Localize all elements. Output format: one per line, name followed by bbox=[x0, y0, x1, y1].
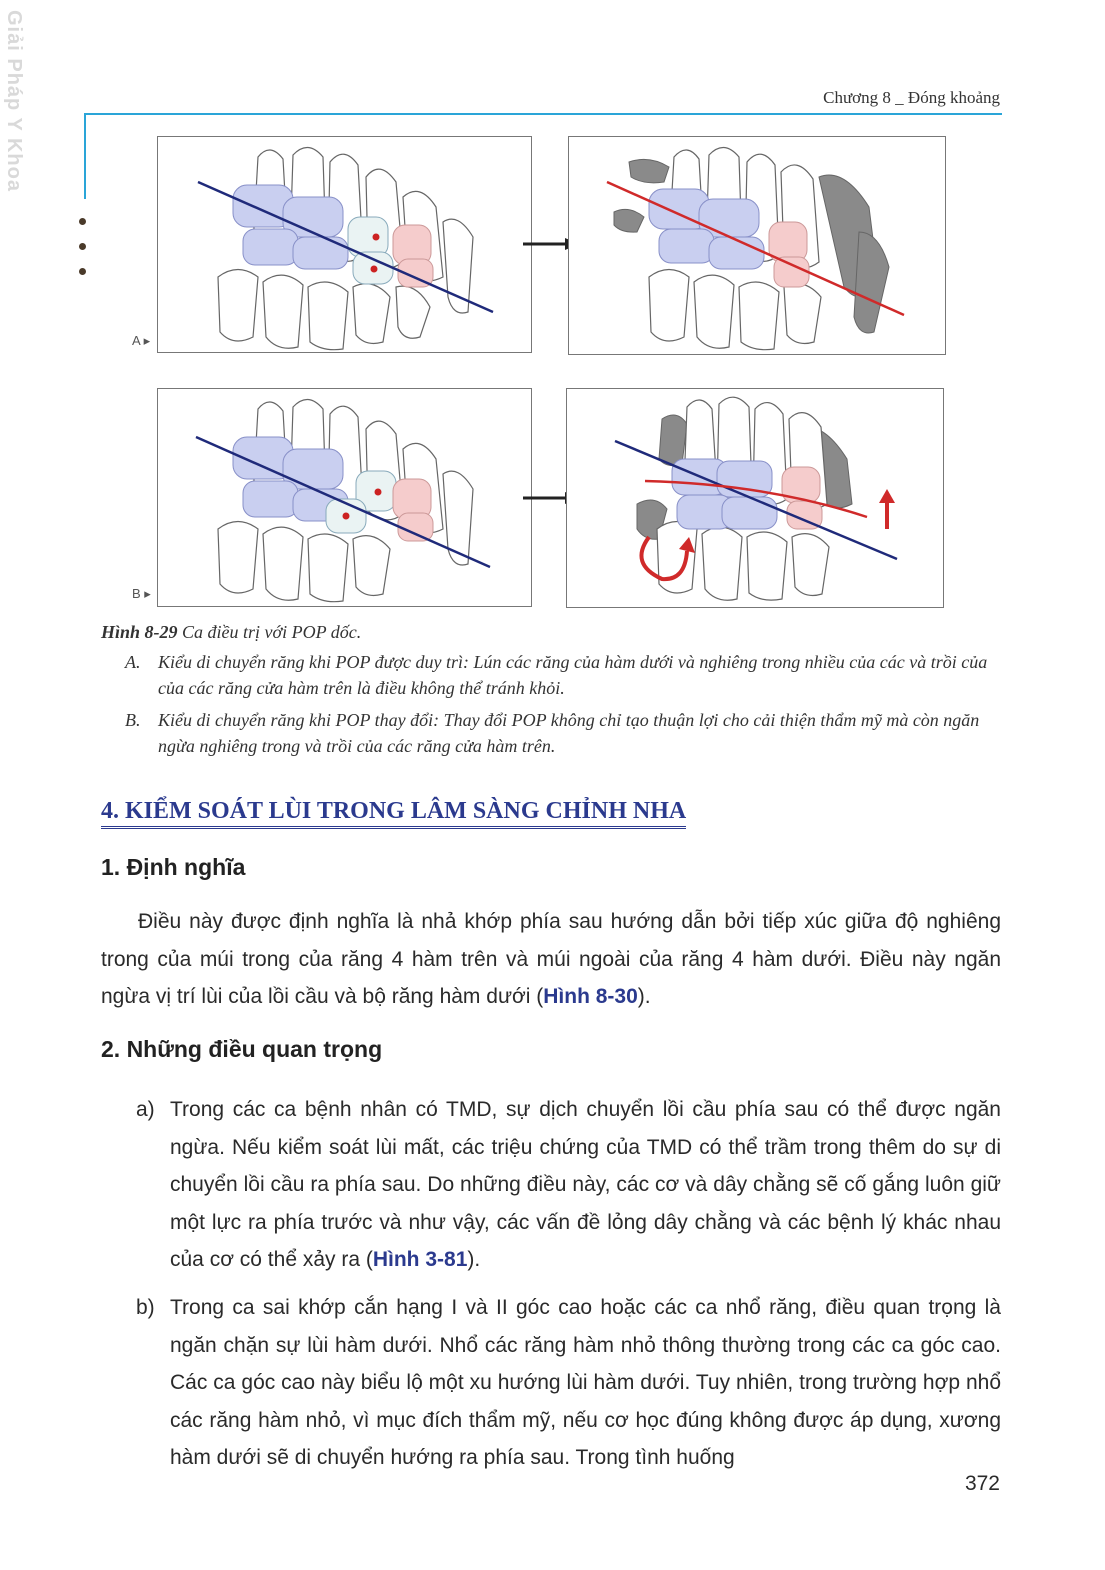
figure-panel-b-before bbox=[157, 388, 532, 607]
figure-panel-a-after bbox=[568, 136, 946, 355]
list-item-a: a) Trong các ca bệnh nhân có TMD, sự dịch chuyển lồi cầu phía sau có thể được ngăn ngừa. Nếu kiểm soát lùi mất, các triệu chứng của TMD có thể trầm trong thêm do sự di chuyển lồi cầu ra phía sau. Do những điều này, các cơ và dây chằng sẽ cố gắng luôn giữ một lực ra phía trước và như vậy, các vấn đề lỏng dây chằng và các bệnh lý khác nhau của cơ có thể xảy ra (Hình 3-81). bbox=[136, 1098, 1001, 1271]
chapter-header: Chương 8 _ Đóng khoảng bbox=[823, 88, 1000, 107]
caption-item-b: B. Kiểu di chuyển răng khi POP thay đổi: Thay đổi POP không chỉ tạo thuận lợi cho cải thiện thẩm mỹ mà còn ngăn ngừa nghiêng trong và trồi của các răng cửa hàm trên. bbox=[125, 710, 980, 756]
figure-ref-link[interactable]: Hình 3-81 bbox=[372, 1248, 468, 1271]
header-rule bbox=[84, 113, 1002, 115]
list-item-b: b) Trong ca sai khớp cắn hạng I và II góc cao hoặc các ca nhổ răng, điều quan trọng là ngăn chặn sự lùi hàm dưới. Nhổ các răng hàm nhỏ thông thường trong các ca góc cao. Các ca góc cao này biểu lộ một xu hướng lùi hàm dưới. Tuy nhiên, trong trường hợp nhổ các răng hàm nhỏ, vì mục đích thẩm mỹ, nếu cơ học đúng không được áp dụng, xương hàm dưới sẽ di chuyển hướng ra phía sau. Trong tình huống bbox=[136, 1296, 1001, 1469]
panel-label-b: B ▸ bbox=[132, 586, 151, 601]
definition-paragraph: Điều này được định nghĩa là nhả khớp phía sau hướng dẫn bởi tiếp xúc giữa độ nghiêng trong của múi trong của răng 4 hàm trên và múi ngoài của răng 4 hàm dưới. Điều này ngăn ngừa vị trí lùi của lồi cầu và bộ răng hàm dưới (Hình 8-30). bbox=[101, 910, 1001, 1008]
section-heading: 4. KIỂM SOÁT LÙI TRONG LÂM SÀNG CHỈNH NHA bbox=[101, 798, 686, 829]
caption-item-a: A. Kiểu di chuyển răng khi POP được duy trì: Lún các răng của hàm dưới và nghiêng trong nhiều của các và trồi của của các răng cửa hàm trên là điều không thể tránh khỏi. bbox=[125, 652, 988, 698]
header-rule-vertical bbox=[84, 113, 86, 199]
page-number: 372 bbox=[964, 1472, 1000, 1495]
subheading-definition: 1. Định nghĩa bbox=[101, 854, 246, 880]
figure-caption bbox=[101, 622, 1001, 759]
figure-panel-a-before bbox=[157, 136, 532, 353]
figure-number: Hình 8-29 bbox=[101, 622, 178, 642]
panel-label-a: A ▸ bbox=[132, 333, 151, 348]
subheading-important: 2. Những điều quan trọng bbox=[101, 1036, 383, 1062]
figure-ref-link[interactable]: Hình 8-30 bbox=[543, 985, 638, 1008]
decorative-dots bbox=[79, 218, 86, 293]
side-brand-watermark: Giải Pháp Y Khoa bbox=[3, 10, 25, 192]
figure-panel-b-after bbox=[566, 388, 944, 608]
caption-title: Hình 8-29 Ca điều trị với POP dốc. bbox=[101, 622, 362, 642]
